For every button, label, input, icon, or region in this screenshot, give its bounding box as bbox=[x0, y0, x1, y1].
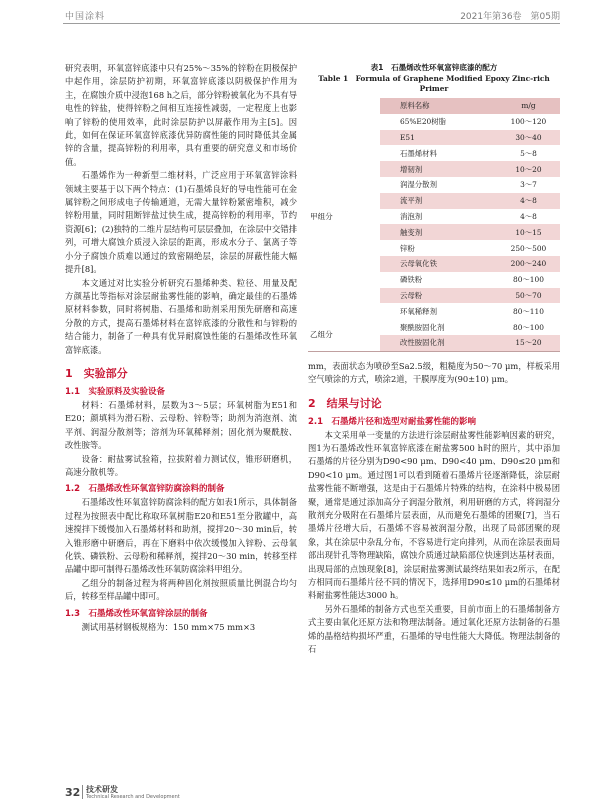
journal-name: 中国涂料 bbox=[65, 12, 106, 22]
subsection-heading: 2.1 石墨烯片径和选型对耐盐雾性能的影响 bbox=[308, 416, 477, 427]
paragraph: 本文采用单一变量的方法进行涂层耐盐雾性能影响因素的研究，图1为石墨烯改性环氧富锌底漆在耐盐雾500 h时的照片，其中添加石墨烯的片径分别为D90<90 μm、D90<40 μm、D90≤20 μm和D90<10 μm。通过图1可以看到随着石墨烯片径逐渐降低，涂层耐盐雾性能不断增强，这是由于石墨烯片特殊的结构，在涂料中极易团聚，通常是通过添加高分子润湿分散剂，利用研磨的方式，将润湿分散剂充分吸附在石墨烯片层表面，从而避免石墨烯的团聚[7]，当石墨烯片径增大后，石墨烯不容易被润湿分散，出现了局部团聚的现象，其在涂层中杂乱分布，不容易进行定向排列，从而在涂层表面局部出现针孔等物理缺陷，腐蚀介质通过缺陷部位快速到达基材表面，出现局部的点蚀现象[8]，涂层耐盐雾测试最终结果如表2所示，在配方相同而石墨烯片径不同的情况下，选择用D90≤10 μm的石墨烯材料耐盐雾性能达3000 h。 bbox=[308, 429, 560, 601]
table-header-row bbox=[308, 98, 560, 114]
material-cell: 流平剂 bbox=[380, 193, 497, 209]
amount-cell: 250～500 bbox=[510, 243, 547, 253]
magazine-name: 技术研发 bbox=[86, 785, 118, 794]
left-column bbox=[65, 62, 297, 634]
footer-divider bbox=[82, 785, 83, 799]
material-cell: 改性胺固化剂 bbox=[380, 335, 497, 351]
material-cell: 润湿分散剂 bbox=[400, 180, 437, 190]
material-cell: 增韧剂 bbox=[380, 161, 497, 177]
section-heading: 2 结果与讨论 bbox=[308, 396, 382, 410]
paragraph: 材料：石墨烯材料，层数为3～5层；环氧树脂为E51和E20；颜填料为滑石粉、云母粉、锌粉等；助剂为消泡剂、流平剂、润湿分散剂等；溶剂为环氧稀释剂；固化剂为聚酰胺、改性胺等。 bbox=[65, 399, 297, 451]
material-cell: E51 bbox=[380, 130, 497, 146]
table-caption-en: Table 1 Formula of Graphene Modified Epoxy Zinc-rich Primer bbox=[318, 74, 550, 93]
table-caption-cn: 表1 石墨烯改性环氧富锌底漆的配方 bbox=[370, 63, 498, 72]
paragraph: mm，表面状态为喷砂至Sa2.5级，粗糙度为50～70 μm，样板采用空气喷涂的方式，喷涂2道，干膜厚度为(90±10) μm。 bbox=[308, 360, 560, 385]
material-cell: 云母氧化铁 bbox=[380, 256, 497, 272]
formula-table bbox=[308, 98, 560, 352]
amount-cell: 10～20 bbox=[497, 161, 560, 177]
amount-cell: 200～240 bbox=[497, 256, 560, 272]
section-heading: 1 实验部分 bbox=[65, 366, 128, 380]
amount-cell: 80～110 bbox=[513, 306, 544, 316]
amount-cell: 3～7 bbox=[520, 180, 537, 190]
issue-info: 2021年第36卷 第05期 bbox=[460, 12, 560, 22]
material-cell: 磷铁粉 bbox=[400, 275, 423, 285]
paragraph: 乙组分的制备过程为将两种固化剂按照质量比例混合均匀后，转移至样品罐中即可。 bbox=[65, 577, 297, 602]
material-cell: 聚酰胺固化剂 bbox=[400, 322, 445, 332]
amount-cell: 4～8 bbox=[497, 193, 560, 209]
paragraph: 本文通过对比实验分析研究石墨烯种类、粒径、用量及配方颜基比等指标对涂层耐盐雾性能的影响，确定最佳的石墨烯原材料参数，同时将树脂、石墨烯和助剂采用预先研磨和高速分散的方式，提高石墨烯材料在富锌底漆的分散性和与锌粉的结合能力，制备了一种具有优异耐腐蚀性能的石墨烯改性环氧富锌底漆。 bbox=[65, 277, 297, 355]
material-cell: 石墨烯材料 bbox=[400, 148, 437, 158]
material-cell: 触变剂 bbox=[380, 224, 497, 240]
table-header-amount: m/g bbox=[497, 98, 560, 114]
paragraph: 石墨烯作为一种新型二维材料，广泛应用于环氧富锌涂料领域主要基于以下两个特点：(1)石墨烯良好的导电性能可在金属锌粉之间形成电子传输通道，无需大量锌粉紧密堆积，减少锌粉用量，同时阻断锌盐过快生成，提高锌粉的利用率，节约资源[6]；(2)独特的二维片层结构可层层叠加，在涂层中交错排列，可增大腐蚀介质浸入涂层的距离，形成水分子、氯离子等小分子腐蚀介质难以通过的致密隔绝层，涂层的屏蔽性能大幅提升[8]。 bbox=[65, 170, 297, 275]
group-a-rows bbox=[308, 114, 560, 319]
group-label: 甲组分 bbox=[308, 114, 380, 319]
subsection-heading: 1.3 石墨烯改性环氧富锌涂层的制备 bbox=[65, 608, 208, 619]
amount-cell: 50～70 bbox=[497, 288, 560, 304]
material-cell: 锌粉 bbox=[400, 243, 415, 253]
paragraph: 设备：耐盐雾试验箱，拉拔附着力测试仪，锥形研磨机，高速分散机等。 bbox=[65, 453, 297, 477]
group-label: 乙组分 bbox=[308, 319, 380, 351]
amount-cell: 80～100 bbox=[513, 322, 544, 332]
amount-cell: 10～15 bbox=[497, 224, 560, 240]
right-column bbox=[308, 62, 560, 656]
group-b-rows bbox=[308, 319, 560, 351]
table-header-group bbox=[308, 98, 380, 114]
table-row bbox=[308, 114, 560, 130]
table-row bbox=[308, 319, 560, 335]
material-cell: 环氧稀释剂 bbox=[400, 306, 437, 316]
paragraph: 石墨烯改性环氧富锌防腐涂料的配方如表1所示，具体制备过程为按照表中配比称取环氧树脂E20和E51至分散罐中，高速搅拌下缓慢加入石墨烯材料和助剂，搅拌20～30 min后，转入锥形磨中研磨后，再在下磨料中依次缓慢加入锌粉、云母氧化铁、磷铁粉、云母粉和稀释剂，搅拌20～30 min，转移至样品罐中即可制得石墨烯改性环氧防腐涂料甲组分。 bbox=[65, 497, 297, 575]
material-cell: 消泡剂 bbox=[400, 211, 423, 221]
amount-cell: 5～8 bbox=[520, 148, 537, 158]
subsection-heading: 1.2 石墨烯改性环氧富锌防腐涂料的制备 bbox=[65, 484, 225, 495]
amount-cell: 15～20 bbox=[497, 335, 560, 351]
magazine-name-en: Technical Research and Development bbox=[86, 794, 180, 800]
amount-cell: 100～120 bbox=[510, 117, 547, 127]
amount-cell: 80～100 bbox=[513, 275, 544, 285]
header-rule bbox=[63, 23, 560, 24]
material-cell: 65%E20树脂 bbox=[400, 117, 447, 127]
paragraph: 另外石墨烯的制备方式也至关重要，目前市面上的石墨烯制备方式主要由氧化还原方法和物理法制备。通过氧化还原方法制备的石墨烯的晶格结构损坏严重，石墨烯的导电性能大大降低。物理法制备的石 bbox=[308, 603, 560, 655]
table-header-material: 原料名称 bbox=[380, 98, 497, 114]
subsection-heading: 1.1 实验原料及实验设备 bbox=[65, 386, 166, 397]
amount-cell: 30～40 bbox=[497, 130, 560, 146]
material-cell: 云母粉 bbox=[380, 288, 497, 304]
paragraph: 研究表明，环氧富锌底漆中只有25%～35%的锌粉在阴极保护中起作用，涂层防护初期，环氧富锌底漆以阴极保护作用为主，在腐蚀介质中浸泡168 h之后，部分锌粉被氧化为不具有导电性的锌盐，使得锌粉之间相互连接性减弱，一定程度上也影响了锌粉的使用效率，此时涂层防护以屏蔽作用为主[5]。因此，如何在保证环氧富锌底漆优异防腐性能的同时降低其金属锌的含量，提高锌粉的利用率，具有重要的研究意义和市场价值。 bbox=[65, 63, 297, 167]
page-number: 32 bbox=[65, 786, 81, 799]
paragraph: 测试用基材钢板规格为：150 mm×75 mm×3 bbox=[81, 621, 256, 632]
amount-cell: 4～8 bbox=[520, 211, 537, 221]
